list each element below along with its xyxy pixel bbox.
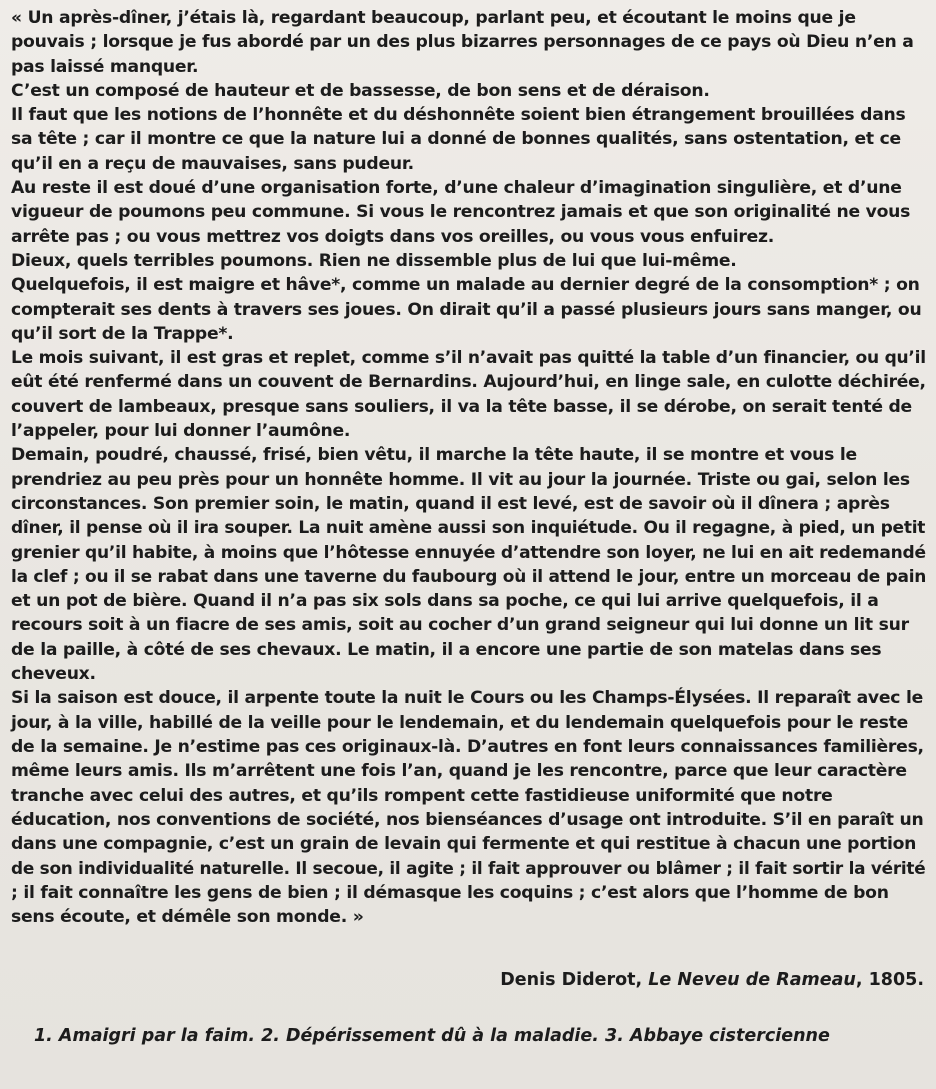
text-line: jour, à la ville, habillé de la veille pour le lendemain, et du lendemain quelquefois pour le reste [11,712,909,733]
text-line: éducation, nos conventions de société, nos bienséances d’usage ont introduite. S’il en paraît un [11,809,924,830]
text-line: dîner, il pense où il ira souper. La nuit amène aussi son inquiétude. Ou il regagne, à pied, un petit [11,518,926,539]
text-line: qu’il sort de la Trappe*. [11,323,234,344]
text-line: Dieux, quels terribles poumons. Rien ne dissemble plus de lui que lui-même. [11,250,737,271]
excerpt-body [11,6,926,929]
text-line: circonstances. Son premier soin, le matin, quand il est levé, est de savoir où il dînera ; après [11,493,890,514]
footnotes: 1. Amaigri par la faim. 2. Dépérissement dû à la maladie. 3. Abbaye cistercienne [34,1026,830,1046]
text-line: l’appeler, pour lui donner l’aumône. [11,421,351,442]
text-line: Quelquefois, il est maigre et hâve*, comme un malade au dernier degré de la consomption* ; on [11,275,920,296]
text-line: cheveux. [11,664,96,685]
text-line: couvert de lambeaux, presque sans souliers, il va la tête basse, il se dérobe, on serait tenté de [11,396,912,417]
work-title: Le Neveu de Rameau [648,970,856,990]
text-line: tranche avec celui des autres, et qu’ils rompent cette fastidieuse uniformité que notre [11,785,833,806]
text-line: grenier qu’il habite, à moins que l’hôtesse ennuyée d’attendre son loyer, ne lui en ait redemandé [11,542,926,563]
text-line: qu’il en a reçu de mauvaises, sans pudeur. [11,153,414,174]
source-attribution [500,970,924,990]
text-line: la clef ; ou il se rabat dans une taverne du faubourg où il attend le jour, entre un morceau de pain [11,566,927,587]
text-line: vigueur de poumons peu commune. Si vous le rencontrez jamais et que son originalité ne vous [11,202,911,223]
text-line: Si la saison est douce, il arpente toute la nuit le Cours ou les Champs-Élysées. Il reparaît avec le [11,688,924,709]
text-line: pas laissé manquer. [11,56,199,77]
text-line: de son individualité naturelle. Il secoue, il agite ; il fait approuver ou blâmer ; il fait sortir la vérité [11,858,926,879]
text-line: Demain, poudré, chaussé, frisé, bien vêtu, il marche la tête haute, il se montre et vous le [11,445,857,466]
text-line: pouvais ; lorsque je fus abordé par un des plus bizarres personnages de ce pays où Dieu n’en a [11,32,914,53]
text-line: eût été renfermé dans un couvent de Bernardins. Aujourd’hui, en linge sale, en culotte déchirée, [11,372,926,393]
text-line: compterait ses dents à travers ses joues. On dirait qu’il a passé plusieurs jours sans manger, ou [11,299,922,320]
text-line: Au reste il est doué d’une organisation forte, d’une chaleur d’imagination singulière, et d’une [11,178,902,199]
text-line: arrête pas ; ou vous mettrez vos doigts dans vos oreilles, ou vous vous enfuirez. [11,226,775,247]
text-line: même leurs amis. Ils m’arrêtent une fois l’an, quand je les rencontre, parce que leur caractère [11,761,907,782]
text-line: ; il fait connaître les gens de bien ; il démasque les coquins ; c’est alors que l’homme de bon [11,882,889,903]
text-line: de la paille, à côté de ses chevaux. Le matin, il a encore une partie de son matelas dans ses [11,639,882,660]
text-line: Le mois suivant, il est gras et replet, comme s’il n’avait pas quitté la table d’un financier, ou qu’il [11,348,926,369]
author-name: Denis Diderot, [500,970,649,990]
text-line: dans une compagnie, c’est un grain de levain qui fermente et qui restitue à chacun une portion [11,834,917,855]
text-line: Il faut que les notions de l’honnête et du déshonnête soient bien étrangement brouillées dans [11,105,906,126]
text-line: sa tête ; car il montre ce que la nature lui a donné de bonnes qualités, sans ostentation, et ce [11,129,901,150]
text-line: C’est un composé de hauteur et de bassesse, de bon sens et de déraison. [11,80,710,101]
text-line: sens écoute, et démêle son monde. » [11,906,364,927]
text-line: de la semaine. Je n’estime pas ces originaux-là. D’autres en font leurs connaissances familières, [11,736,924,757]
publication-year: , 1805. [855,970,924,990]
text-line: prendriez au peu près pour un honnête homme. Il vit au jour la journée. Triste ou gai, selon les [11,469,910,490]
text-line: recours soit à un fiacre de ses amis, soit au cocher d’un grand seigneur qui lui donne un lit sur [11,615,909,636]
text-line: et un pot de bière. Quand il n’a pas six sols dans sa poche, ce qui lui arrive quelquefois, il a [11,591,879,612]
text-line: « Un après-dîner, j’étais là, regardant beaucoup, parlant peu, et écoutant le moins que je [11,8,856,28]
